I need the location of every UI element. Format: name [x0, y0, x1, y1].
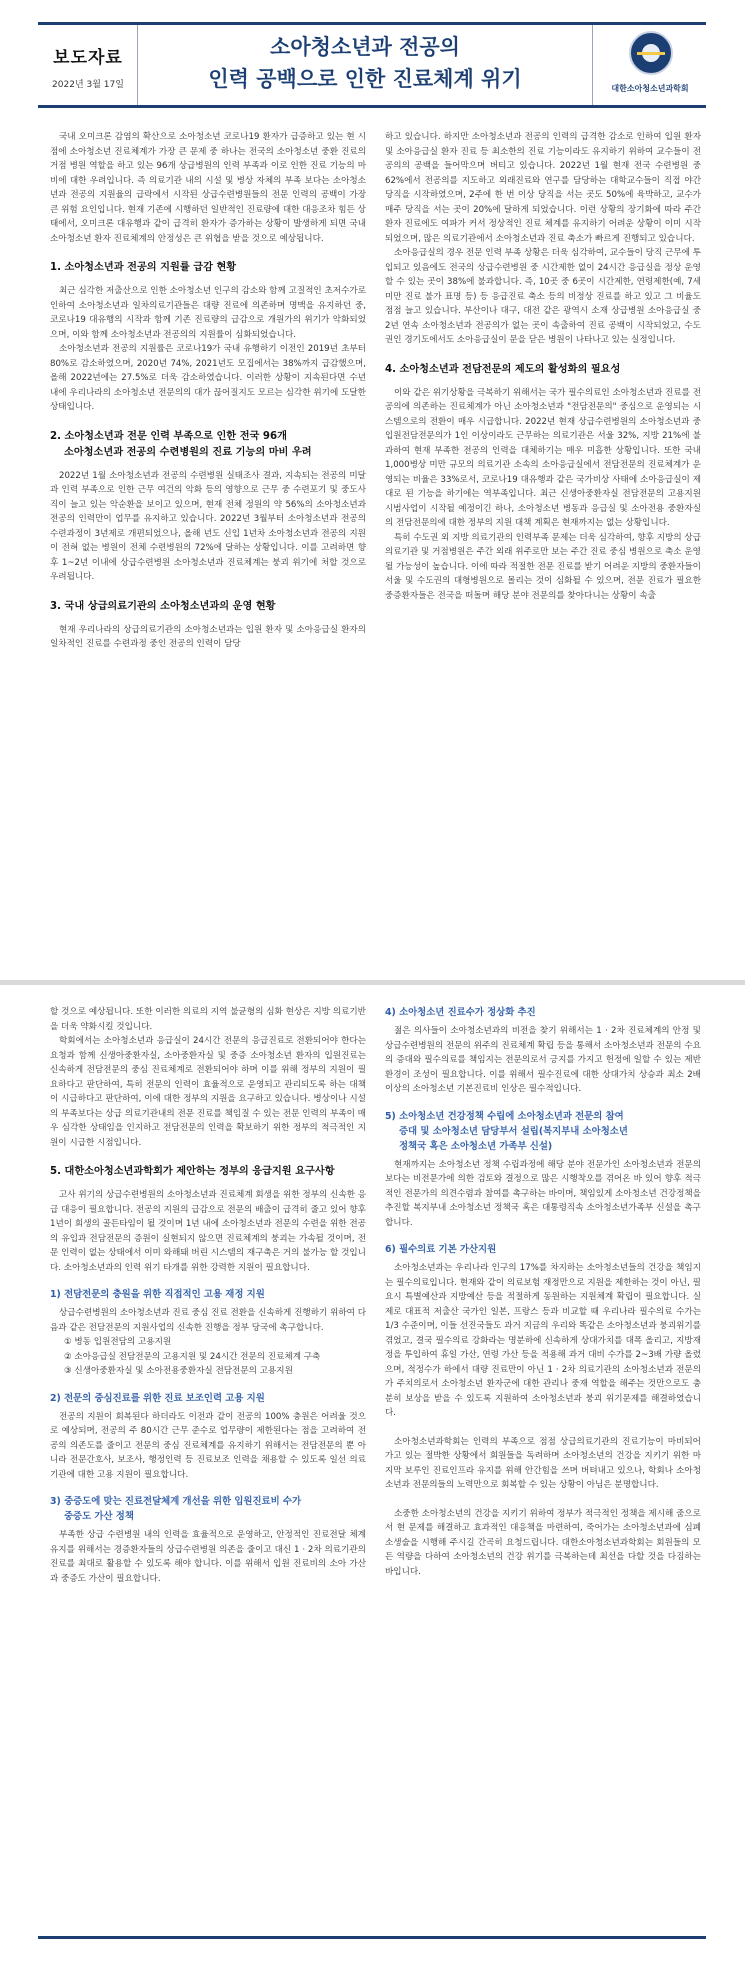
request-1-item-3: ③ 신생아중환자실 및 소아전용중환자실 전담전문의 고용지원 — [64, 1366, 293, 1376]
title-line-2: 인력 공백으로 인한 진료체계 위기 — [208, 67, 522, 91]
request-6-paragraph: 소아청소년과는 우리나라 인구의 17%를 차지하는 소아청소년들의 건강을 책임지는 필수의료입니다. 현재와 같이 의료보험 재정만으로 지원을 제한하는 것이 아닌, 필요시 특별예산과 지방예산 등을 적절하게 동원하는 지원체계 확립이 필요합니다. 실제로 대표적 저출산 국가인 일본, 프랑스 등과 비교할 때 우리나라 필수의료 수가는 1/3 수준이며, 이들 선진국들도 과거 지금의 우리와 똑같은 소아청소년과 붕괴위기를 겪었고, 결국 필수의료 강화라는 명분하에 신속하게 상대가치를 대폭 올리고, 지방재정을 투입하여 휴일 가산, 연령 가산 등을 적용해 과거 대비 수가를 2~3배 가량 올렸으며, 적정수가 하에서 대량 진료만이 아닌 1 · 2차 의료기관의 소아청소년과 전문의가 주치의로서 소아청소년 환자군에 대한 관리나 중재 역할을 해주는 것만으로도 충분히 보상을 받을 수 있도록 지원하여 소아청소년과 붕괴 위기문제를 해결하였습니다. — [385, 1263, 701, 1418]
section-3-continued-paragraph: 하고 있습니다. 하지만 소아청소년과 전공의 인력의 급격한 감소로 인하여 입원 환자 및 소아응급실 환자 진료 등 최소한의 진료 기능이라도 유지하기 위하여 교수들이 전공의의 공백을 들어막으며 버티고 있습니다. 2022년 1월 현재 전국 수련병원 중 62%에서 전공의를 지도하고 외래진료와 연구를 담당하는 대학교수들이 직접 야간 당직을 시작하였으며, 2주에 한 번 이상 당직을 서는 곳도 50%에 육박하고, 교수가 매주 당직을 서는 곳이 20%에 달하게 되었습니다. 이런 상황의 장기화에 따라 주간 환자 진료에도 여파가 커서 정상적인 진료 체계를 유지하기 어려운 상황이 이미 시작되었으며, 많은 의료기관에서 소아청소년과 진료 축소가 빠르게 진행되고 있습니다. — [385, 132, 701, 244]
section-5-paragraph-1: 고사 위기의 상급수련병원의 소아청소년과 진료체계 회생을 위한 정부의 신속한 응급 대응이 필요합니다. 전공의 지원의 급감으로 전문의 배출이 급격히 줄고 있어 향후 1년이 회생의 골든타임이 될 것이며 1년 내에 소아청소년과 전문의 수련을 위한 전공의 유입과 전담전문의 증원이 실현되지 않으면 진료체계의 붕괴는 가속될 것이며, 전문 인력이 없는 상태에서 이미 와해돼 버린 시스템의 재구축은 거의 불가능 할 것입니다. 소아청소년과의 인력 위기 타개를 위한 강력한 지원이 필요합니다. — [50, 1190, 366, 1273]
section-heading-3: 3. 국내 상급의료기관의 소아청소년과의 운영 현황 — [50, 600, 276, 612]
section-1-paragraph-1: 최근 심각한 저출산으로 인한 소아청소년 인구의 감소와 함께 고질적인 초저수가로 인하여 소아청소년과 일차의료기관들은 대량 진료에 의존하며 명맥을 유지하던 중, 코로나19 대유행의 시작과 함께 기존 진료량의 급감으로 개원가의 위기가 악화되었으며, 이와 함께 소아청소년과 전공의의 지원률이 심화되었습니다. — [50, 286, 366, 340]
page2-left-column — [50, 1005, 366, 1586]
section-3-paragraph-2: 소아응급실의 경우 전문 인력 부족 상황은 더욱 심각하여, 교수들이 당직 근무에 투입되고 있음에도 전국의 상급수련병원 중 시간제한 없이 24시간 응급실을 정상 운영할 수 있는 곳이 38%에 불과합니다. 즉, 10곳 중 6곳이 시간제한, 연령제한(예, 7세 미만 진료 불가 표명 등) 등 응급진료 축소 등의 비정상 진료를 하고 있고 그 비율도 점점 늘고 있습니다. 부산이나 대구, 대전 같은 광역시 소재 상급병원 소아응급실 중 2년 연속 소아청소년과 전공의가 없는 곳이 속출하여 진료 공백이 시작되었고, 수도권인 경기도에서도 소아응급실이 문을 닫은 병원이 나타나고 있는 실정입니다. — [385, 248, 701, 345]
title-line-1: 소아청소년과 전공의 — [270, 35, 460, 59]
section-3-paragraph-1: 현재 우리나라의 상급의료기관의 소아청소년과는 입원 환자 및 소아응급실 환자의 일차적인 진료를 수련과정 중인 전공의 인력이 담당 — [50, 624, 366, 649]
section-heading-2 — [50, 429, 366, 461]
section-heading-5: 5. 대한소아청소년과학회가 제안하는 정부의 응급지원 요구사항 — [50, 1166, 335, 1177]
request-1-item-2: ② 소아응급실 전담전문의 고용지원 및 24시간 전문의 진료체계 구축 — [64, 1351, 321, 1362]
request-heading-2: 2) 전문의 중심진료를 위한 진료 보조인력 고용 지원 — [50, 1392, 265, 1404]
section-1-paragraph-2: 소아청소년과 전공의 지원률은 코로나19가 국내 유행하기 이전인 2019년 초부터 80%로 감소하였으며, 2020년 74%, 2021년도 모집에서는 38%까지 급감했으며, 올해 2022년에는 27.5%로 더욱 감소하였습니다. 이러한 상황이 지속된다면 수년 내에 우리나라의 소아청소년 전문의의 대가 끊어질지도 모르는 심각한 위기에 도달한 상태입니다. — [50, 344, 366, 412]
page1-right-column — [385, 130, 701, 603]
request-heading-5-line-1: 5) 소아청소년 건강정책 수립에 소아청소년과 전문의 참여 — [385, 1110, 624, 1122]
request-heading-1: 1) 전담전문의 충원을 위한 직접적인 고용 재정 지원 — [50, 1289, 265, 1300]
request-1-item-1: ① 병동 입원전담의 고용지원 — [64, 1337, 172, 1347]
section-heading-2-line-2: 소아청소년과 전공의 수련병원의 진료 기능의 마비 우려 — [64, 446, 312, 458]
organization-box — [592, 25, 706, 105]
closing-paragraph-1: 소아청소년과학회는 인력의 부족으로 점점 상급의료기관의 진료기능이 마비되어 가고 있는 절박한 상황에서 회원들을 독려하며 소아청소년의 건강을 지키기 위한 마지막 보루인 진료인프라 유지를 위해 안간힘을 쓰며 버텨내고 있으나, 학회나 소아청소년과 전문의들의 노력만으로 회복할 수 있는 상황이 아님은 분명합니다. — [385, 1436, 701, 1490]
request-heading-3-line-2: 중증도 가산 정책 — [64, 1511, 134, 1522]
press-release-page-1 — [0, 0, 745, 984]
section-heading-4: 4. 소아청소년과 전담전문의 제도의 활성화의 필요성 — [385, 363, 621, 375]
page1-left-column — [50, 130, 366, 652]
section-heading-2-line-1: 2. 소아청소년과 전문 인력 부족으로 인한 전국 96개 — [50, 430, 287, 442]
organization-name: 대한소아청소년과학회 — [611, 84, 689, 93]
page2-right-column — [385, 1005, 701, 1579]
request-2-paragraph: 전공의 지원이 회복된다 하더라도 이전과 같이 전공의 100% 충원은 어려울 것으로 예상되며, 전공의 주 80시간 근무 준수로 업무량이 제한된다는 점을 고려하여 전공의 의존도를 줄이고 전문의 중심 진료체계를 유지하기 위해서는 전담전문의 뿐 아니라 전문간호사, 보조사, 행정인력 등 진료보조 인력을 채용할 수 있도록 일선 의료기관에 대한 고용 지원이 필요합니다. — [50, 1411, 366, 1480]
request-5-paragraph: 현재까지는 소아청소년 정책 수립과정에 해당 분야 전문가인 소아청소년과 전문의보다는 비전문가에 의한 검토와 결정으로 많은 시행착오를 겪어온 바 있어 향후 적극적인 전문가의 의견수렴과 참여를 촉구하는 바이며, 책임있게 소아청소년 건강정책을 추진할 복지부내 소아청소년 정책국 혹은 대통령직속 소아청소년가족부 신설을 촉구합니다. — [385, 1159, 701, 1228]
page-title — [138, 31, 592, 95]
request-4-paragraph: 젊은 의사들이 소아청소년과의 비전을 찾기 위해서는 1 · 2차 진료체계의 안정 및 상급수련병원의 전문의 위주의 진료체계 확립 등을 통해서 소아청소년과 전문의 수요의 증대와 필수의료를 책임지는 전문의로서 긍지를 가지고 헌정에 일할 수 있는 제반 환경이 조성이 필요합니다. 이를 위해서 필수진료에 대한 상대가치 상승과 최소 2배 이상의 소아청소년 기본진료비 인상은 필수적입니다. — [385, 1026, 701, 1094]
header-label-box — [38, 25, 138, 105]
request-heading-4: 4) 소아청소년 진료수가 정상화 추진 — [385, 1007, 536, 1018]
section-4-paragraph-3: 학회에서는 소아청소년과 응급실이 24시간 전문의 응급진료로 전환되어야 한다는 요청과 함께 신생아중환자실, 소아중환자실 및 중증 소아청소년 환자의 입원진료는 신속하게 전담전문의 중심 진료체계로 전환되어야 하며 이를 위해 정부의 지원이 필요하다고 판단하여, 특히 전문의 인력이 효율적으로 운영되고 관리되도록 하는 대책이 시급하다고 판단하여, 이에 대한 정부의 지원을 요구하고 있습니다. 병상이나 시설의 부족보다는 상급 의료기관내의 전문 진료를 책임질 수 있는 전문 인력의 부족이 매우 심각한 상태임을 인지하고 전담전문의 인력을 확보하기 위한 정부의 적극적인 지원이 시급한 시점입니다. — [50, 1036, 366, 1148]
section-4-paragraph-1: 이와 같은 위기상황을 극복하기 위해서는 국가 필수의료인 소아청소년과 진료를 전공의에 의존하는 진료체계가 아닌 소아청소년과 "전담전문의" 중심으로 운영되는 시스템으로의 전환이 매우 시급합니다. 2022년 현재 상급수련병원의 소아청소년과 중 입원전담전문의가 1인 이상이라도 근무하는 의료기관은 서울 32%, 지방 21%에 불과하여 현재 부족한 전공의 인력을 대체하기는 매우 미흡한 상황입니다. 또한 국내 1,000병상 미만 규모의 의료기관 소속의 소아응급실에서 전담전문의 진료체계가 운영되는 비율은 33%로서, 코로나19 대유행과 같은 국가비상 사태에 소아응급실이 제대로 된 기능을 하기에는 역부족입니다. 최근 신생아중환자실 전담전문의 고용지원 시범사업이 시작될 예정이긴 하나, 소아청소년 병동과 응급실 및 소아전용 중환자실의 전담전문의에 대한 정부의 지원 대책 계획은 현재까지는 없는 상황입니다. — [385, 387, 701, 528]
release-date: 2022년 3월 17일 — [52, 80, 124, 90]
request-1-paragraph: 상급수련병원의 소아청소년과 진료 중심 진료 전환을 신속하게 진행하기 위하여 다음과 같은 전담전문의 지원사업의 신속한 진행을 정부 당국에 촉구합니다. — [50, 1308, 366, 1333]
section-4-continued-paragraph: 할 것으로 예상됩니다. 또한 이러한 의료의 지역 불균형의 심화 현상은 지방 의료기반을 더욱 약화시킬 것입니다. — [50, 1007, 366, 1032]
section-2-paragraph-1: 2022년 1월 소아청소년과 전공의 수련병원 실태조사 결과, 지속되는 전공의 미달과 인력 부족으로 인한 근무 여건의 악화 등의 영향으로 근무 중 수련포기 및 중도사직이 늘고 있는 악순환을 보이고 있으며, 현재 전체 정원의 약 56%의 소아청소년과 전공의 인력만이 업무를 유지하고 있습니다. 2022년 3월부터 소아청소년과 전공의 수련과정이 3년제로 개편되었으나, 올해 년도 신입 1년차 소아청소년과 전공의 지원이 전혀 없는 병원이 전체 수련병원의 72%에 달하는 상황입니다. 이를 고려하면 향후 1~2년 이내에 상급수련병원 소아청소년과 진료체계는 붕괴 위기에 처할 것으로 우려됩니다. — [50, 470, 366, 582]
intro-paragraph: 국내 오미크론 감염의 확산으로 소아청소년 코로나19 환자가 급증하고 있는 현 시점에 소아청소년 진료체계가 가장 큰 문제 중 하나는 전국의 소아청소년 중환 진료의 거점 병원 역할을 하고 있는 96개 상급병원의 인력 부족과 이로 인한 진료 기능의 마비에 대한 우려입니다. 즉 의료기관 내의 시설 및 병상 자체의 부족 보다는 소아청소년과 전공의 지원율의 급락에서 시작된 상급수련병원들의 전문 인력의 공백이 가장 큰 위험 요인입니다. 현재 기존에 시행하던 일반적인 진료량에 대한 대응조차 힘든 상태에서, 오미크론 대유행과 같이 급격히 환자가 증가하는 상황이 발생하게 되면 국내 소아청소년 환자 진료체계의 안정성은 큰 위협을 받을 것으로 예상됩니다. — [50, 132, 366, 244]
request-heading-5-line-2: 증대 및 소아청소년 담당부서 설립(복지부내 소아청소년 — [399, 1125, 628, 1137]
request-heading-3 — [50, 1494, 366, 1524]
section-4-paragraph-2: 특히 수도권 외 지방 의료기관의 인력부족 문제는 더욱 심각하여, 향후 지방의 상급의료기관 및 거점병원은 주간 외래 위주로만 보는 주간 진료 중심 병원으로 축소 운영될 가능성이 높습니다. 이에 따라 적절한 전문 진료를 받기 어려운 지방의 중환자들이 서울 및 수도권의 대형병원으로 몰리는 것이 심화될 수 있으며, 전문 진료가 필요한 중증환자들은 전국을 떠돌며 해당 분야 전문의를 찾아다니는 상황이 속출 — [385, 532, 701, 601]
request-heading-5 — [385, 1109, 701, 1154]
request-heading-6: 6) 필수의료 기본 가산지원 — [385, 1244, 497, 1255]
section-heading-1: 1. 소아청소년과 전공의 지원률 급감 현황 — [50, 262, 237, 273]
press-release-header — [38, 22, 706, 108]
request-heading-3-line-1: 3) 중증도에 맞는 진료전달체계 개선을 위한 입원진료비 수가 — [50, 1496, 302, 1507]
request-3-paragraph: 부족한 상급 수련병원 내의 인력을 효율적으로 운영하고, 안정적인 진료전달 체계유지를 위해서는 경증환자들의 상급수련병원 의존을 줄이고 대신 1 · 2차 의료기관의 진료를 최대로 활용할 수 있도록 해야 합니다. 이를 위해서 입원 진료비의 소아 가산과 중증도 가산이 필요합니다. — [50, 1530, 366, 1584]
request-heading-5-line-3: 정책국 혹은 소아청소년 가족부 신설) — [399, 1140, 553, 1152]
press-release-page-2 — [0, 985, 745, 1969]
society-seal-icon — [629, 31, 673, 75]
bottom-rule — [38, 1936, 706, 1939]
closing-paragraph-2: 소중한 소아청소년의 건강을 지키기 위하여 정부가 적극적인 정책을 제시해 줌으로서 현 문제를 해결하고 효과적인 대응책을 마련하여, 죽어가는 소아청소년과에 심폐소생술을 시행해 주시길 간곡히 요청드립니다. 대한소아청소년과학회는 회원들의 모든 역량을 다하여 소아청소년의 건강 위기를 극복하는데 최선을 다할 것을 다짐하는 바입니다. — [385, 1508, 701, 1577]
press-release-label: 보도자료 — [53, 48, 123, 68]
